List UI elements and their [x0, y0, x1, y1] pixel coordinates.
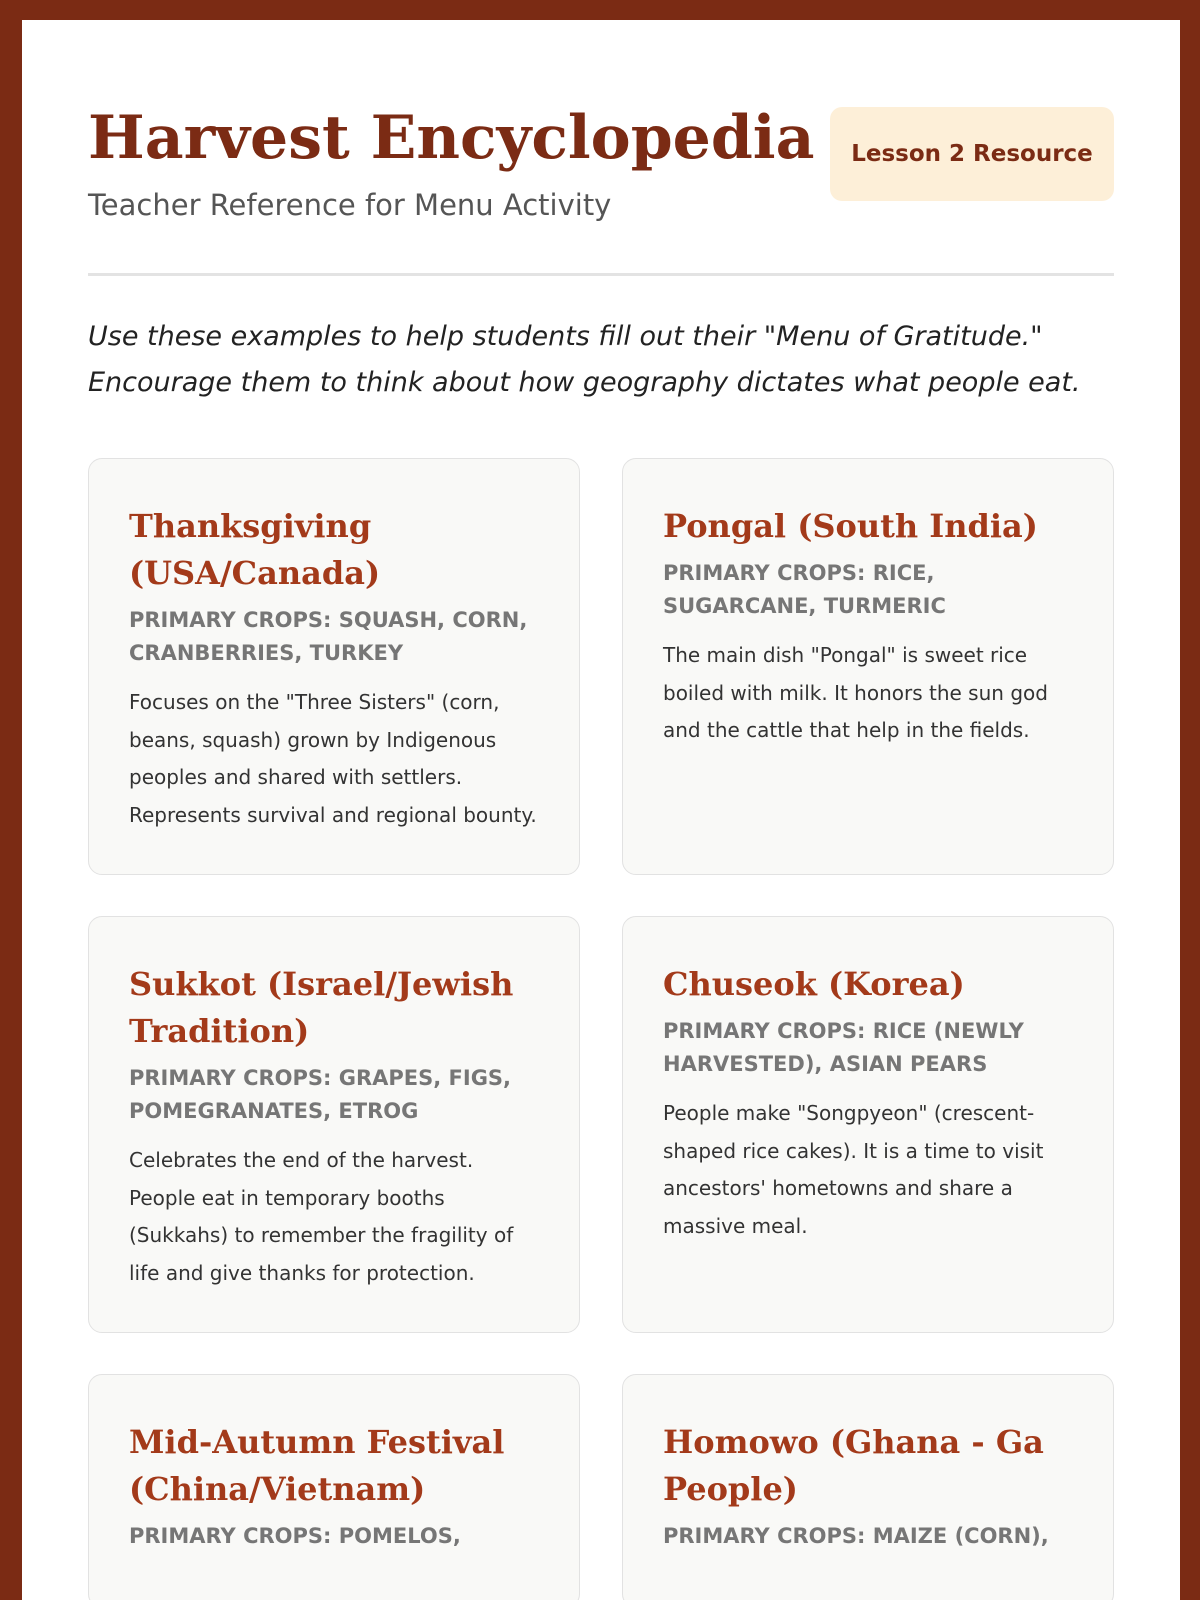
- festival-crops: PRIMARY CROPS: SQUASH, CORN, CRANBERRIES, TURKEY: [129, 608, 528, 665]
- festival-crops: PRIMARY CROPS: GRAPES, FIGS, POMEGRANATES, ETROG: [129, 1066, 512, 1123]
- festival-card-thanksgiving: [88, 458, 580, 875]
- intro-text: Use these examples to help students fill out their "Menu of Gratitude." Encourage them to think about how geography dictates what people eat.: [88, 321, 1081, 398]
- festival-card-sukkot: [88, 916, 580, 1333]
- festival-card-mid-autumn: [88, 1374, 580, 1600]
- festival-description: Focuses on the "Three Sisters" (corn, beans, squash) grown by Indigenous peoples and shared with settlers. Represents survival and regional bounty.: [129, 690, 537, 827]
- festival-crops: PRIMARY CROPS: POMELOS,: [129, 1524, 461, 1548]
- page: [22, 20, 1180, 1600]
- page-title: Harvest Encyclopedia: [88, 103, 815, 173]
- festival-title: Pongal (South India): [663, 507, 1038, 545]
- festival-title: Homowo (Ghana - Ga People): [663, 1423, 1044, 1508]
- festival-crops: PRIMARY CROPS: RICE, SUGARCANE, TURMERIC: [663, 561, 946, 618]
- festival-description: The main dish "Pongal" is sweet rice boiled with milk. It honors the sun god and the cattle that help in the fields.: [663, 643, 1048, 742]
- page-header: [88, 86, 1114, 276]
- festival-crops: PRIMARY CROPS: RICE (NEWLY HARVESTED), ASIAN PEARS: [663, 1019, 1024, 1076]
- festival-title: Thanksgiving (USA/Canada): [129, 507, 381, 592]
- page-subtitle: Teacher Reference for Menu Activity: [88, 188, 612, 222]
- festival-crops: PRIMARY CROPS: MAIZE (CORN),: [663, 1524, 1049, 1548]
- festival-card-pongal: [622, 458, 1114, 875]
- festival-title: Chuseok (Korea): [663, 965, 965, 1003]
- festival-title: Mid-Autumn Festival (China/Vietnam): [129, 1423, 505, 1508]
- festival-description: People make "Songpyeon" (crescent-shaped rice cakes). It is a time to visit ancestors' hometowns and share a massive meal.: [663, 1101, 1044, 1238]
- lesson-badge: Lesson 2 Resource: [830, 107, 1114, 201]
- festival-grid: [88, 458, 1114, 1600]
- festival-card-homowo: [622, 1374, 1114, 1600]
- festival-title: Sukkot (Israel/Jewish Tradition): [129, 965, 514, 1050]
- festival-card-chuseok: [622, 916, 1114, 1333]
- festival-description: Celebrates the end of the harvest. People eat in temporary booths (Sukkahs) to remember the fragility of life and give thanks for protection.: [129, 1148, 514, 1285]
